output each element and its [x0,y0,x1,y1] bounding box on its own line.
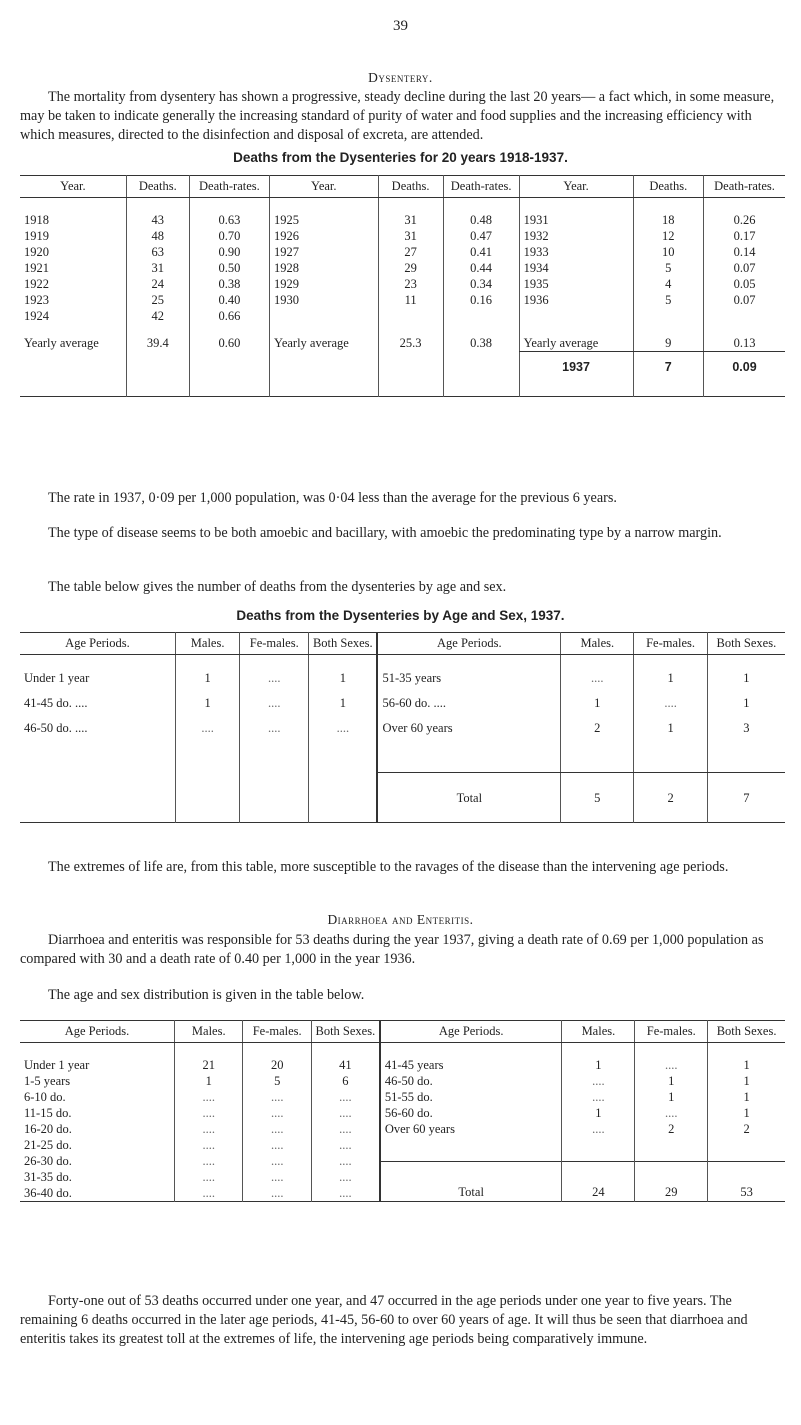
age-cell: 6-10 do. [24,1090,66,1104]
females-cell: .... [270,1106,284,1120]
col-header: Males. [175,1021,243,1043]
males-cell: .... [202,1106,215,1120]
age-cell: Under 1 year [24,671,90,685]
rate-cell: 0.34 [470,277,493,291]
both-cell: 1 [743,1058,750,1072]
females-cell: .... [270,1122,284,1136]
rate-cell: 0.47 [470,229,493,243]
table-row [20,686,785,711]
males-cell: .... [202,1122,215,1136]
dysentery-intro: The mortality from dysentery has shown a progressive, steady decline during the last 20 years— a fact which, in some measure, may be taken to indicate generally the increasing standard of purity of water and food supplies and the increasing efficiency with which measures, directed to the disinfection and disposal of excreta, are attended. [20,89,775,143]
females-cell: .... [634,686,707,711]
page-number: 39 [393,18,408,34]
rate-cell: 0.38 [218,277,241,291]
females-cell: 1 [634,655,707,687]
total-females: 29 [635,1161,707,1200]
deaths-cell: 43 [151,213,165,227]
females-cell: .... [240,686,309,711]
rate-cell: 0.70 [218,229,241,243]
col-header: Deaths. [378,176,443,198]
avg-label: Yearly average [270,324,379,352]
avg-label: Yearly average [519,324,633,352]
both-cell: .... [309,711,378,736]
total-males: 5 [561,772,634,823]
year-cell: 1921 [24,261,49,275]
year-cell: 1920 [24,245,49,259]
age-cell: 16-20 do. [24,1122,72,1136]
males-cell: .... [202,1154,215,1168]
total-label: Total [381,1161,562,1200]
age-cell: 46-50 do. .... [24,721,88,735]
col-header: Deaths. [126,176,189,198]
males-cell: .... [592,1122,605,1136]
both-cell: 6 [342,1074,349,1088]
extremes-note: The extremes of life are, from this table, more susceptible to the ravages of the disease than the intervening age periods. [48,859,729,875]
deaths-cell: 29 [404,261,417,275]
both-cell: 3 [707,711,785,736]
age-cell: 41-45 years [384,1058,444,1072]
males-col-left [175,1043,243,1202]
table3-header-row [20,1021,785,1043]
age-cell: 51-35 years [377,655,560,687]
both-cell: .... [339,1106,352,1120]
males-cell: .... [202,1186,215,1200]
deaths-cell: 31 [404,213,417,227]
years-col3 [519,198,633,325]
deaths-cell: 10 [662,245,675,259]
deaths-cell: 5 [665,261,672,275]
females-cell: .... [665,1106,678,1120]
both-cell: .... [339,1186,352,1200]
avg-rate: 0.13 [704,324,785,352]
col-header: Year. [20,176,126,198]
age-cell: 1-5 years [24,1074,71,1088]
females-cell: .... [270,1154,284,1168]
females-cell: .... [270,1170,284,1184]
col-header: Males. [175,633,239,655]
spacer-row [20,736,785,772]
both-cell: 1 [743,1090,750,1104]
avg-deaths: 9 [633,324,704,352]
age-cell: 46-50 do. [384,1074,433,1088]
total-both: 53 [708,1161,785,1200]
rate-cell: 0.63 [218,213,241,227]
rate-cell: 0.66 [218,309,241,323]
rate-cell: 0.41 [470,245,493,259]
rates-col1 [189,198,269,325]
latest-rate: 0.09 [704,352,785,397]
males-cell: .... [202,1138,215,1152]
col-header: Age Periods. [380,1021,562,1043]
col-header: Both Sexes. [708,1021,785,1043]
females-cell: .... [270,1090,284,1104]
table3-body [20,1043,785,1202]
both-cell: .... [339,1122,352,1136]
both-cell: .... [339,1090,352,1104]
rates-col3 [704,198,785,325]
deaths-cell: 24 [151,277,165,291]
diarrhoea-summary: Forty-one out of 53 deaths occurred under one year, and 47 occurred in the age periods under one year to five years. The remaining 6 deaths occurred in the later age periods, 41-45, 56-60 to over 60 years of age. It will thus be seen that diarrhoea and enteritis takes its greatest toll at the extremes of life, the intervening age periods being comparatively immune. [20,1293,748,1347]
deaths-cell: 5 [665,293,672,307]
deaths-cell: 18 [662,213,675,227]
table1-caption: Deaths from the Dysenteries for 20 years 1918-1937. [233,150,568,165]
rates-col2 [443,198,519,325]
diarrhoea-intro: Diarrhoea and enteritis was responsible for 53 deaths during the year 1937, giving a death rate of 0.69 per 1,000 population as compared with 30 and a death rate of 0.40 per 1,000 in the year 1936. [20,932,764,967]
diarrhoea-table-intro: The age and sex distribution is given in the table below. [48,987,365,1003]
dysentery-age-sex-table [20,632,785,823]
col-header: Males. [561,633,634,655]
table2-intro: The table below gives the number of deaths from the dysenteries by age and sex. [48,579,507,595]
col-header: Age Periods. [20,633,175,655]
deaths-cell: 23 [404,277,417,291]
type-note: The type of disease seems to be both amoebic and bacillary, with amoebic the predominating type by a narrow margin. [48,525,722,541]
dysentery-20yr-table [20,175,785,397]
diarrhoea-heading: Diarrhoea and Enteritis. [327,912,474,927]
year-cell: 1923 [24,293,49,307]
avg-deaths: 25.3 [378,324,443,352]
age-cell: Under 1 year [24,1058,90,1072]
both-cell: 1 [309,655,378,687]
both-col-right [708,1043,785,1202]
males-cell: 1 [561,686,634,711]
year-cell: 1925 [274,213,300,227]
males-cell: 1 [595,1058,602,1072]
total-females: 2 [634,772,707,823]
year-cell: 1924 [24,309,49,323]
females-cell: .... [270,1186,284,1200]
rate-cell: 0.07 [733,293,756,307]
males-cell: .... [202,1090,215,1104]
females-cell: .... [665,1058,678,1072]
col-header: Both Sexes. [309,633,378,655]
year-cell: 1932 [523,229,549,243]
both-cell: .... [339,1154,352,1168]
both-cell: .... [339,1138,352,1152]
col-header: Fe-males. [634,633,707,655]
year-cell: 1926 [274,229,300,243]
avg-label: Yearly average [24,336,99,350]
deaths-cell: 63 [151,245,165,259]
age-cell: Over 60 years [384,1122,455,1136]
males-cell: 1 [595,1106,602,1120]
year-cell: 1928 [274,261,300,275]
both-cell: 1 [707,686,785,711]
deaths-cell: 11 [404,293,417,307]
both-cell: 1 [743,1074,750,1088]
year-cell: 1933 [523,245,549,259]
deaths-cell: 31 [151,261,165,275]
rate-cell: 0.17 [733,229,756,243]
rate-cell: 0.50 [218,261,241,275]
deaths-cell: 4 [665,277,672,291]
age-cell: 26-30 do. [24,1154,72,1168]
deaths-col3 [633,198,704,325]
males-cell: 1 [205,1074,212,1088]
year-cell: 1929 [274,277,300,291]
males-cell: .... [202,1170,215,1184]
females-cell: 1 [634,711,707,736]
males-cell: .... [561,655,634,687]
deaths-cell: 27 [404,245,417,259]
year-cell: 1918 [24,213,49,227]
deaths-cell: 12 [662,229,675,243]
males-col-right [562,1043,635,1202]
rate-cell: 0.14 [733,245,756,259]
females-cell: .... [270,1138,284,1152]
both-cell: 41 [339,1058,352,1072]
rate-cell: 0.07 [733,261,756,275]
year-cell: 1934 [523,261,549,275]
col-header: Fe-males. [243,1021,311,1043]
females-col-right [635,1043,708,1202]
females-cell: 5 [274,1074,281,1088]
years-col1 [20,198,126,325]
rate-cell: 0.48 [470,213,493,227]
both-cell: .... [339,1170,352,1184]
both-cell: 1 [743,1106,750,1120]
total-males: 24 [562,1161,634,1200]
col-header: Fe-males. [635,1021,708,1043]
females-cell: 20 [270,1058,284,1072]
deaths-cell: 42 [151,309,165,323]
rate-cell: 0.40 [218,293,241,307]
deaths-col2 [378,198,443,325]
rate-note: The rate in 1937, 0·09 per 1,000 population, was 0·04 less than the average for the previous 6 years. [48,490,617,506]
year-cell: 1927 [274,245,300,259]
col-header: Fe-males. [240,633,309,655]
yearly-average-row [20,324,785,352]
males-cell: .... [175,711,239,736]
total-row [20,772,785,823]
col-header: Death-rates. [704,176,785,198]
col-header: Both Sexes. [311,1021,379,1043]
age-col-left [20,1043,175,1202]
avg-rate: 0.38 [443,324,519,352]
total-label: Total [377,772,560,823]
both-cell: 2 [743,1122,750,1136]
year-cell: 1930 [274,293,300,307]
females-cell: 1 [668,1074,675,1088]
females-cell: 1 [668,1090,675,1104]
latest-year: 1937 [519,352,633,397]
age-col-right [380,1043,562,1202]
year-cell: 1931 [523,213,549,227]
table-row [20,655,785,687]
age-cell: 51-55 do. [384,1090,433,1104]
males-cell: .... [592,1074,605,1088]
females-col-left [243,1043,311,1202]
col-header: Males. [562,1021,635,1043]
year-cell: 1922 [24,277,49,291]
both-col-left [311,1043,379,1202]
avg-deaths: 39.4 [126,324,189,352]
age-cell: 31-35 do. [24,1170,72,1184]
col-header: Both Sexes. [707,633,785,655]
dysentery-heading: Dysentery. [368,70,433,85]
age-cell: 11-15 do. [24,1106,72,1120]
deaths-col1 [126,198,189,325]
age-cell: 56-60 do. .... [377,686,560,711]
col-header: Year. [270,176,379,198]
table-row [20,711,785,736]
deaths-cell: 31 [404,229,417,243]
years-col2 [270,198,379,325]
females-cell: .... [240,655,309,687]
col-header: Age Periods. [377,633,560,655]
table2-caption: Deaths from the Dysenteries by Age and Sex, 1937. [236,608,565,623]
table2-header-row [20,633,785,655]
year-cell: 1935 [523,277,549,291]
males-cell: 1 [175,686,239,711]
both-cell: 1 [707,655,785,687]
col-header: Death-rates. [189,176,269,198]
year-cell: 1936 [523,293,549,307]
rate-cell: 0.05 [733,277,756,291]
females-cell: .... [240,711,309,736]
deaths-cell: 48 [151,229,165,243]
year-cell: 1919 [24,229,49,243]
age-cell: 56-60 do. [384,1106,433,1120]
rate-cell: 0.44 [470,261,493,275]
latest-year-row [20,352,785,397]
age-cell: Over 60 years [377,711,560,736]
table1-header-row [20,176,785,198]
avg-rate: 0.60 [189,324,269,352]
col-header: Deaths. [633,176,704,198]
col-header: Death-rates. [443,176,519,198]
deaths-cell: 25 [151,293,165,307]
males-cell: 1 [175,655,239,687]
males-cell: 21 [202,1058,215,1072]
rate-cell: 0.26 [733,213,756,227]
females-cell: 2 [668,1122,675,1136]
col-header: Year. [519,176,633,198]
rate-cell: 0.16 [470,293,493,307]
males-cell: .... [592,1090,605,1104]
diarrhoea-age-sex-table [20,1020,785,1202]
rate-cell: 0.90 [218,245,241,259]
col-header: Age Periods. [20,1021,175,1043]
age-cell: 36-40 do. [24,1186,72,1200]
latest-deaths: 7 [633,352,704,397]
both-cell: 1 [309,686,378,711]
males-cell: 2 [561,711,634,736]
total-both: 7 [707,772,785,823]
age-cell: 41-45 do. .... [24,696,88,710]
table1-body [20,198,785,325]
age-cell: 21-25 do. [24,1138,72,1152]
